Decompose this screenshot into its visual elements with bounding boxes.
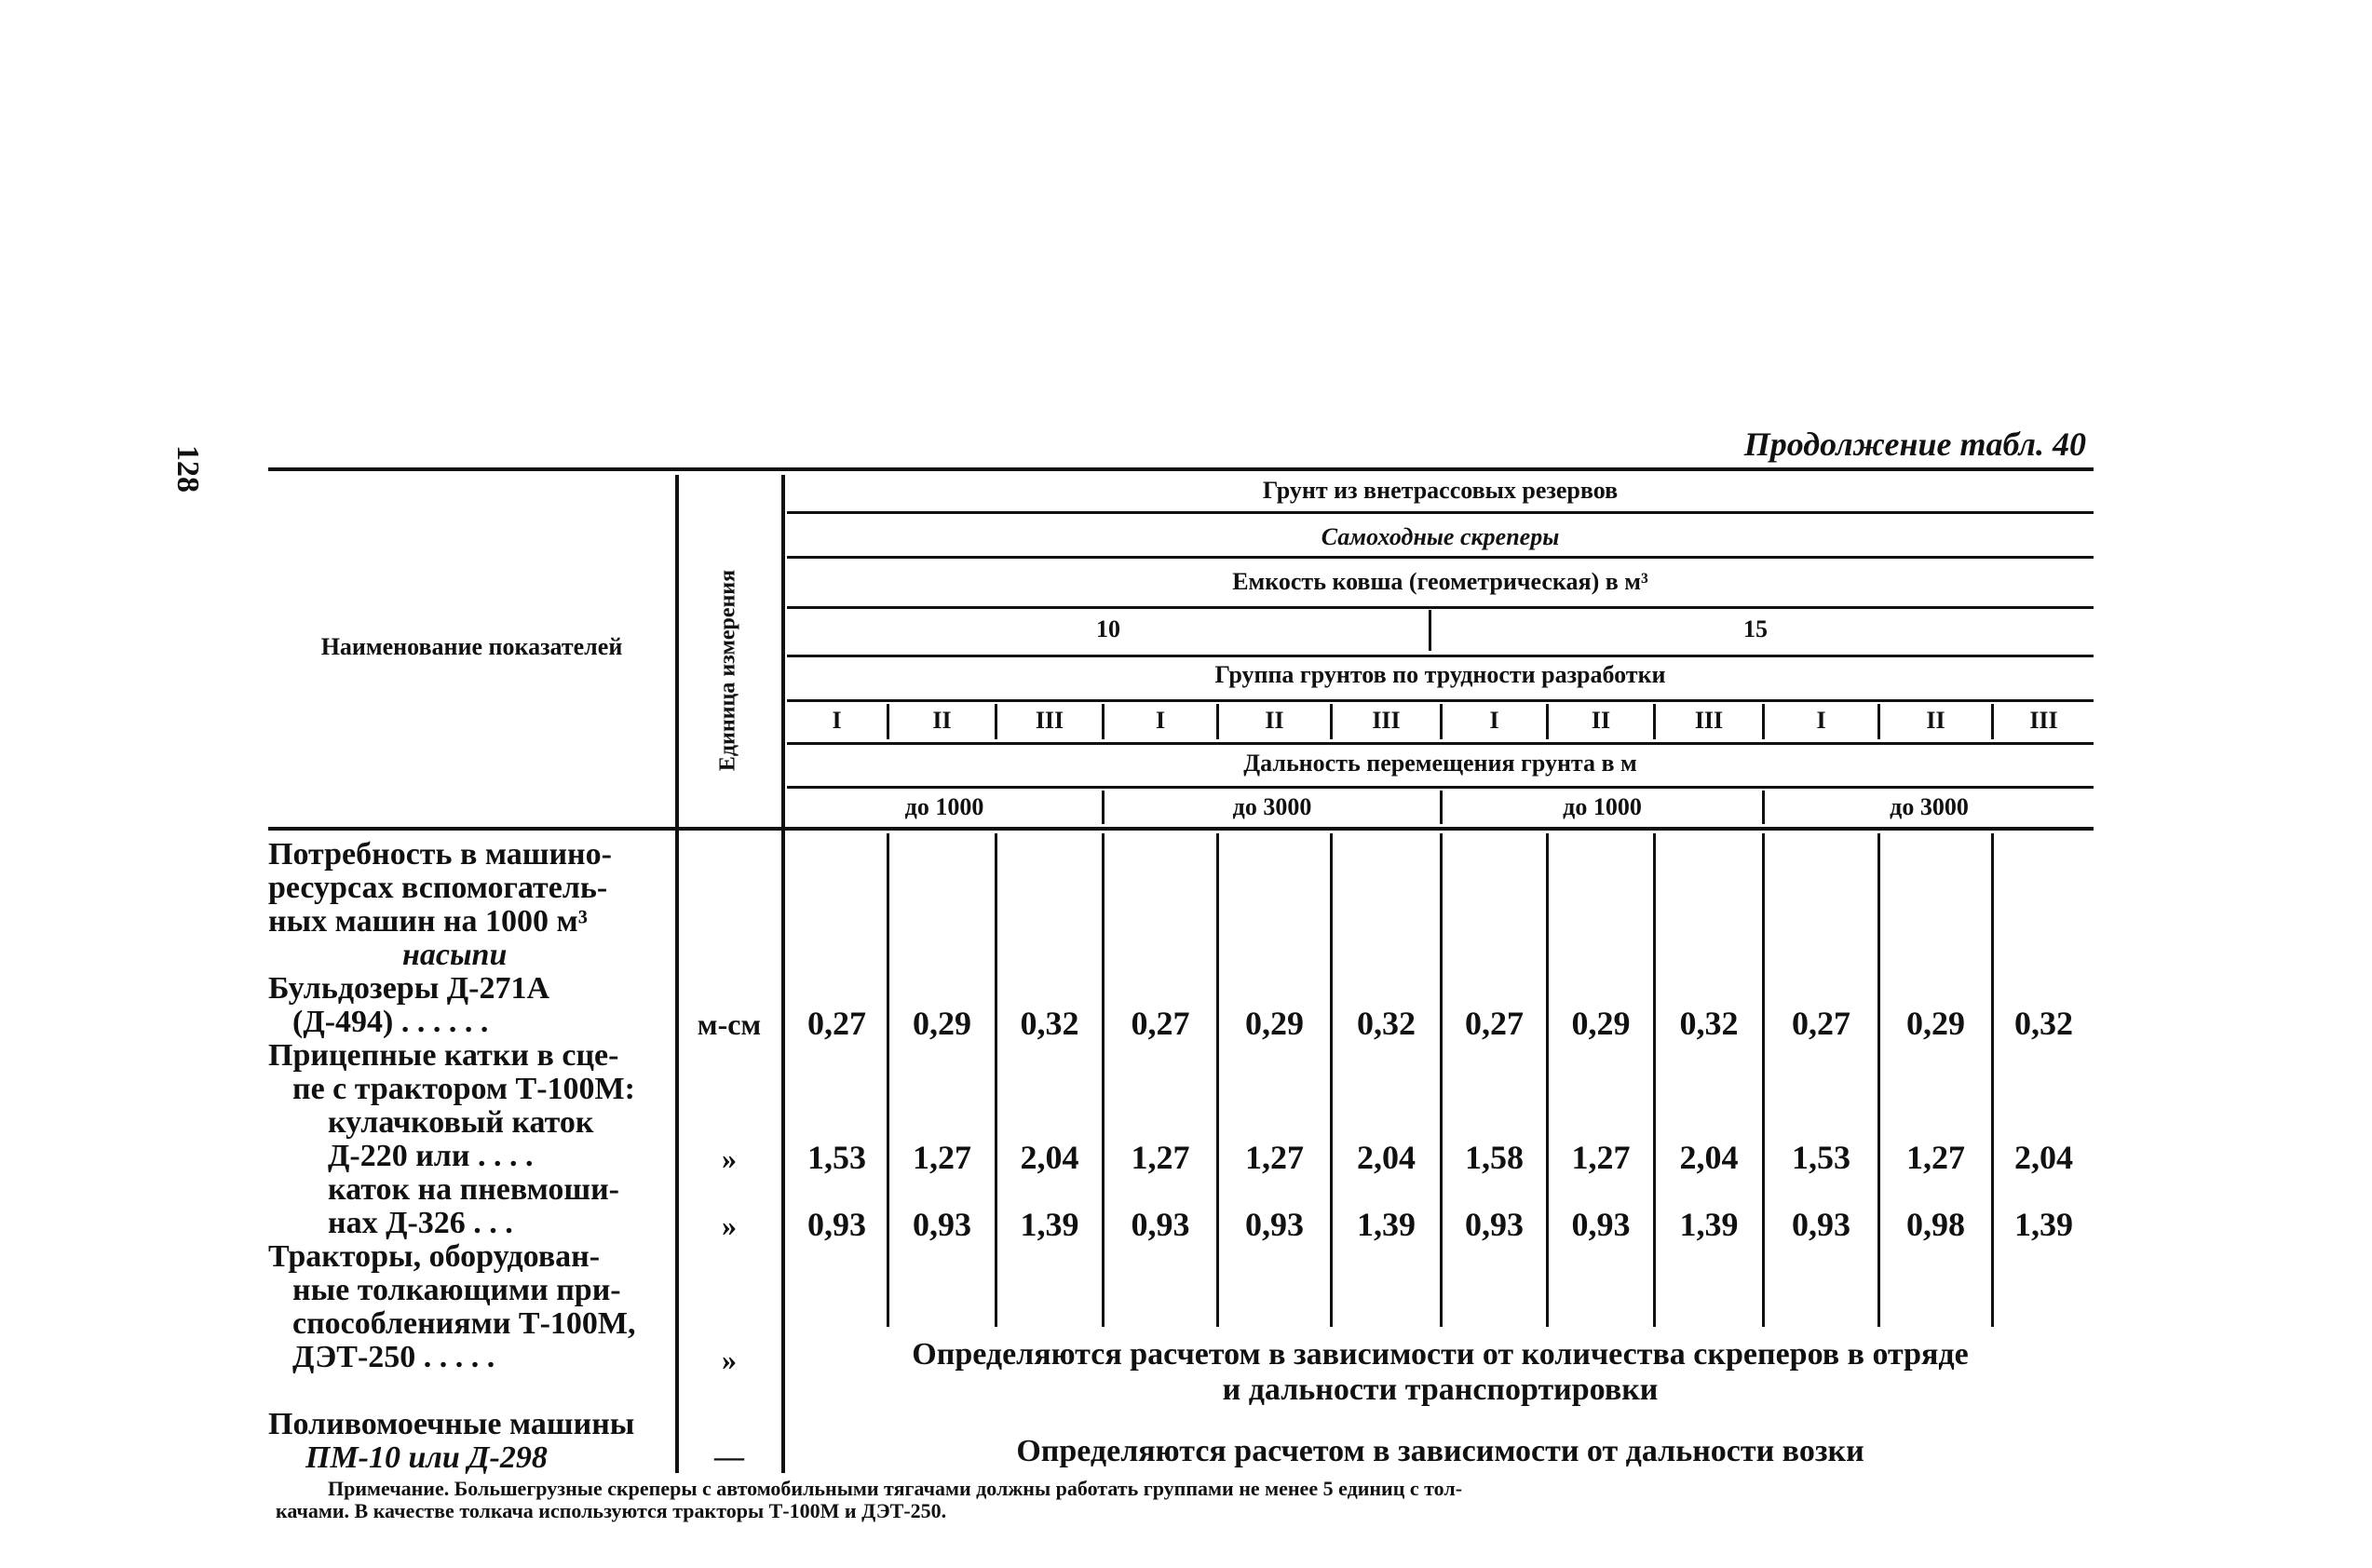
value-cell: 1,53 — [1792, 1139, 1850, 1176]
unit-column-header: Единица измерения — [715, 569, 740, 772]
pneumatic-roller-name: нах Д-326 . . . — [328, 1206, 513, 1240]
machine-type-header: Самоходные скреперы — [1321, 523, 1560, 550]
cam-roller-name: кулачковый каток — [328, 1105, 594, 1140]
body-divider — [1102, 833, 1105, 1327]
rollers-title: Прицепные катки в сце- — [268, 1038, 619, 1073]
value-cell: 1,58 — [1465, 1139, 1524, 1176]
value-cell: 0,27 — [1131, 1005, 1190, 1042]
value-cell: 0,27 — [1792, 1005, 1850, 1042]
value-cell: 0,27 — [1465, 1005, 1524, 1042]
pneumatic-roller-name: каток на пневмоши- — [328, 1172, 620, 1207]
value-cell: 0,32 — [1020, 1005, 1079, 1042]
value-cell: 0,93 — [1245, 1206, 1304, 1243]
bulldozers-name: Бульдозеры Д-271А — [268, 971, 550, 1006]
value-cell: 1,39 — [1679, 1206, 1739, 1243]
value-cell: 0,27 — [807, 1005, 866, 1042]
bucket-capacity-header: Емкость ковша (геометрическая) в м³ — [1232, 568, 1648, 595]
soil-groups-header: Группа грунтов по трудности разработки — [1214, 661, 1666, 688]
value-cell: 0,93 — [1131, 1206, 1190, 1243]
value-cell: 0,29 — [1571, 1005, 1631, 1042]
group-label: II — [1265, 707, 1284, 734]
value-cell: 1,27 — [1571, 1139, 1631, 1176]
body-divider — [887, 833, 889, 1327]
name-col-rule — [675, 475, 679, 1473]
pushers-name: способлениями Т-100М, — [292, 1306, 636, 1341]
soil-source-header: Грунт из внетрассовых резервов — [1262, 477, 1619, 504]
pushers-spanning-text: Определяются расчетом в зависимости от количества скреперов в отряде — [912, 1337, 1969, 1372]
body-divider — [1877, 833, 1880, 1327]
distance-label: до 1000 — [904, 793, 984, 820]
body-divider — [1330, 833, 1333, 1327]
capacity-divider — [1429, 610, 1431, 651]
rule-4 — [787, 655, 2094, 657]
group-label: I — [832, 707, 842, 734]
body-divider — [1440, 833, 1443, 1327]
pushers-spanning-text: и дальности транспортировки — [1222, 1372, 1659, 1407]
group-label: III — [1372, 707, 1401, 734]
unit-bulldozers: м-см — [697, 1007, 762, 1041]
section-title-line: ных машин на 1000 м³ — [268, 904, 588, 939]
unit-col-rule — [781, 475, 785, 1473]
value-cell: 1,27 — [1906, 1139, 1965, 1176]
group-label: II — [932, 707, 952, 734]
pushers-name: ные толкающими при- — [292, 1273, 621, 1307]
value-cell: 0,32 — [2014, 1005, 2073, 1042]
value-cell: 0,93 — [1571, 1206, 1631, 1243]
group-label: I — [1155, 707, 1166, 734]
body-divider — [1653, 833, 1656, 1327]
pushers-name: Тракторы, оборудован- — [268, 1239, 601, 1274]
distance-label: до 1000 — [1563, 793, 1642, 820]
value-cell: 2,04 — [1679, 1139, 1739, 1176]
group-label: II — [1591, 707, 1611, 734]
value-cell: 0,93 — [1465, 1206, 1524, 1243]
value-cell: 2,04 — [1020, 1139, 1079, 1176]
value-cell: 1,27 — [1131, 1139, 1190, 1176]
section-title-line: Потребность в машино- — [268, 837, 612, 872]
rule-5 — [787, 699, 2094, 702]
value-cell: 0,93 — [1792, 1206, 1850, 1243]
group-label: II — [1926, 707, 1945, 734]
value-cell: 0,93 — [807, 1206, 866, 1243]
header-bottom-rule — [268, 827, 2094, 831]
unit-cam-roller: » — [722, 1142, 737, 1175]
distance-label: до 3000 — [1890, 793, 1969, 820]
unit-watering: — — [714, 1440, 744, 1473]
distance-header: Дальность перемещения грунта в м — [1243, 750, 1637, 777]
body-divider — [995, 833, 997, 1327]
capacity-10: 10 — [1096, 615, 1120, 642]
body-divider — [1546, 833, 1549, 1327]
cam-roller-name: Д-220 или . . . . — [328, 1139, 534, 1173]
value-cell: 1,27 — [913, 1139, 971, 1176]
value-cell: 1,27 — [1245, 1139, 1304, 1176]
group-label: III — [1694, 707, 1724, 734]
value-cell: 2,04 — [1357, 1139, 1416, 1176]
group-label: I — [1489, 707, 1499, 734]
value-cell: 1,39 — [2014, 1206, 2073, 1243]
bulldozers-name: (Д-494) . . . . . . — [292, 1005, 489, 1039]
table-note: качами. В качестве толкача используются тракторы Т-100М и ДЭТ-250. — [276, 1499, 947, 1522]
group-label: III — [1035, 707, 1064, 734]
unit-pneumatic-roller: » — [722, 1209, 737, 1242]
body-divider — [1216, 833, 1219, 1327]
value-cell: 1,39 — [1357, 1206, 1416, 1243]
unit-pushers: » — [722, 1343, 737, 1376]
distance-label: до 3000 — [1232, 793, 1312, 820]
rule-2 — [787, 556, 2094, 559]
watering-name: ПМ-10 или Д-298 — [305, 1440, 548, 1475]
group-label: I — [1816, 707, 1826, 734]
value-cell: 0,98 — [1906, 1206, 1965, 1243]
watering-spanning-text: Определяются расчетом в зависимости от дальности возки — [1016, 1434, 1864, 1468]
value-cell: 0,29 — [1245, 1005, 1304, 1042]
rule-3 — [787, 606, 2094, 609]
rule-6 — [787, 742, 2094, 745]
value-cell: 0,29 — [913, 1005, 971, 1042]
watering-name: Поливомоечные машины — [268, 1407, 635, 1441]
value-cell: 0,32 — [1679, 1005, 1739, 1042]
page-number: 128 — [170, 445, 205, 493]
rule-7 — [787, 786, 2094, 789]
value-cell: 1,53 — [807, 1139, 866, 1176]
value-cell: 2,04 — [2014, 1139, 2073, 1176]
pushers-name: ДЭТ-250 . . . . . — [292, 1340, 495, 1374]
table-caption: Продолжение табл. 40 — [1743, 426, 2086, 463]
body-divider — [1991, 833, 1994, 1327]
top-rule — [268, 467, 2094, 471]
table-note: Примечание. Большегрузные скреперы с автомобильными тягачами должны работать группами не менее 5 единиц с тол- — [328, 1477, 1463, 1500]
rollers-title: пе с трактором Т-100М: — [292, 1072, 635, 1106]
rule-1 — [787, 511, 2094, 514]
body-divider — [1762, 833, 1765, 1327]
value-cell: 0,32 — [1357, 1005, 1416, 1042]
group-label: III — [2029, 707, 2058, 734]
section-title-line: ресурсах вспомогатель- — [268, 871, 608, 905]
section-title-line: насыпи — [402, 938, 508, 972]
value-cell: 0,29 — [1906, 1005, 1965, 1042]
value-cell: 1,39 — [1020, 1206, 1079, 1243]
capacity-15: 15 — [1743, 615, 1768, 642]
value-cell: 0,93 — [913, 1206, 971, 1243]
name-column-header: Наименование показателей — [320, 633, 623, 660]
